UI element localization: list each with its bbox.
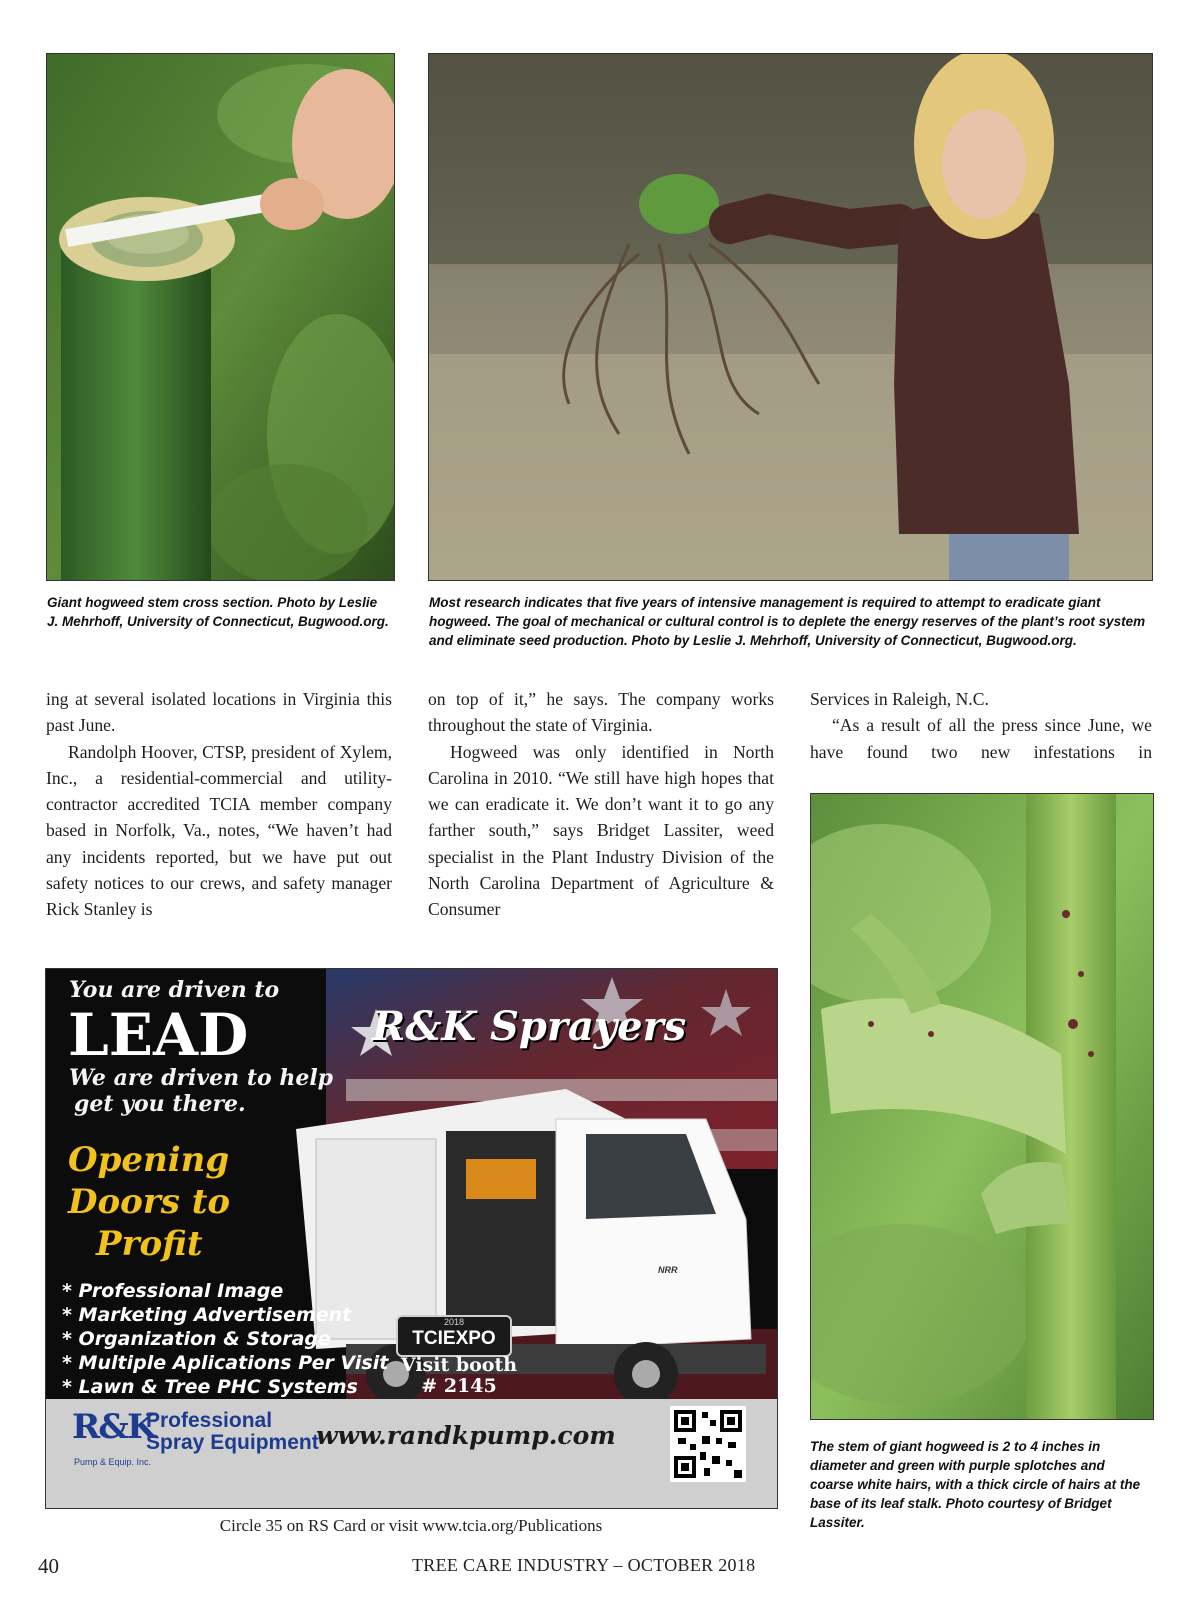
truck-badge: NRR bbox=[658, 1265, 678, 1275]
tci-expo-name: TCIEXPO bbox=[412, 1328, 496, 1349]
article-paragraph: Hogweed was only identified in North Carolina in 2010. “We still have high hopes that we can eradicate it. We don’t want it to go any farther south,” says Bridget Lassiter, weed specialist in the Plant Industry Division of the North Carolina Department of Agriculture & Consumer bbox=[428, 741, 774, 920]
tci-expo-logo bbox=[396, 1315, 512, 1357]
stem-closeup-photo bbox=[810, 793, 1154, 1420]
article-paragraph: ing at several isolated locations in Virginia this past June. bbox=[46, 689, 392, 736]
booth-info bbox=[396, 1355, 522, 1397]
ad-offer-line: Opening bbox=[68, 1140, 230, 1180]
ad-bullet-list bbox=[62, 1279, 388, 1399]
ad-reader-service-note: Circle 35 on RS Card or visit www.tcia.org/Publications bbox=[219, 1516, 603, 1535]
ad-bullet: * Marketing Advertisement bbox=[62, 1304, 352, 1326]
ad-bullet: * Lawn & Tree PHC Systems bbox=[62, 1376, 358, 1398]
ad-tagline: We are driven to help bbox=[69, 1065, 334, 1091]
rk-logo-line: Professional bbox=[146, 1409, 273, 1432]
article-column-1 bbox=[46, 686, 392, 923]
article-paragraph: “As a result of all the press since June, we have found two new infestations in bbox=[810, 715, 1152, 762]
ad-bullet: * Organization & Storage bbox=[62, 1328, 331, 1350]
article-column-2 bbox=[428, 686, 774, 923]
rk-logo-subtitle: Pump & Equip. Inc. bbox=[74, 1457, 152, 1467]
ad-tagline: get you there. bbox=[74, 1091, 246, 1117]
booth-label: Visit booth bbox=[400, 1354, 518, 1376]
stem-closeup-caption: The stem of giant hogweed is 2 to 4 inches in diameter and green with purple splotches and coarse white hairs, with a thick circle of hairs at the base of its leaf stalk. Photo courtesy of Bridget Lassiter. bbox=[810, 1439, 1141, 1530]
tci-expo-year: 2018 bbox=[443, 1317, 465, 1327]
ad-brand-title: R&K Sprayers bbox=[372, 1003, 687, 1050]
ad-tagline: You are driven to bbox=[69, 977, 280, 1003]
page-number: 40 bbox=[38, 1554, 59, 1578]
stem-cross-section-caption: Giant hogweed stem cross section. Photo by Leslie J. Mehrhoff, University of Connecticut, Bugwood.org. bbox=[47, 595, 389, 629]
article-column-3 bbox=[810, 686, 1152, 765]
woman-holding-roots-photo bbox=[428, 53, 1153, 581]
stem-cross-section-photo bbox=[46, 53, 395, 581]
ad-website-link[interactable]: www.randkpump.com bbox=[316, 1421, 616, 1450]
booth-number: # 2145 bbox=[421, 1375, 497, 1397]
rk-logo-line: Spray Equipment bbox=[146, 1431, 319, 1454]
rk-logo-letters: R&K bbox=[72, 1407, 155, 1447]
qr-code-icon[interactable] bbox=[670, 1406, 746, 1482]
article-paragraph: Randolph Hoover, CTSP, president of Xylem, Inc., a residential-commercial and utility-contractor accredited TCIA member company based in Norfolk, Va., notes, “We haven’t had any incidents reported, but we have put out safety notices to our crews, and safety manager Rick Stanley is bbox=[46, 741, 392, 920]
woman-roots-caption: Most research indicates that five years of intensive management is required to attempt to eradicate giant hogweed. The goal of mechanical or cultural control is to deplete the energy reserves of the plant’s root system and eliminate seed production. Photo by Leslie J. Mehrhoff, University of Connecticut, Bugwood.org. bbox=[429, 595, 1146, 648]
article-paragraph: Services in Raleigh, N.C. bbox=[810, 689, 989, 709]
ad-bullet: * Professional Image bbox=[62, 1280, 284, 1302]
rk-logo-text bbox=[146, 1410, 319, 1454]
rk-sprayers-advertisement[interactable] bbox=[45, 968, 778, 1509]
ad-offer-line: Doors to bbox=[68, 1182, 231, 1222]
ad-bullet: * Multiple Aplications Per Visit bbox=[62, 1352, 389, 1374]
ad-lead-heading: LEAD bbox=[68, 1001, 249, 1069]
ad-offer-line: Profit bbox=[96, 1224, 203, 1264]
publication-footer: TREE CARE INDUSTRY – OCTOBER 2018 bbox=[412, 1555, 756, 1575]
article-paragraph: on top of it,” he says. The company works throughout the state of Virginia. bbox=[428, 689, 774, 736]
